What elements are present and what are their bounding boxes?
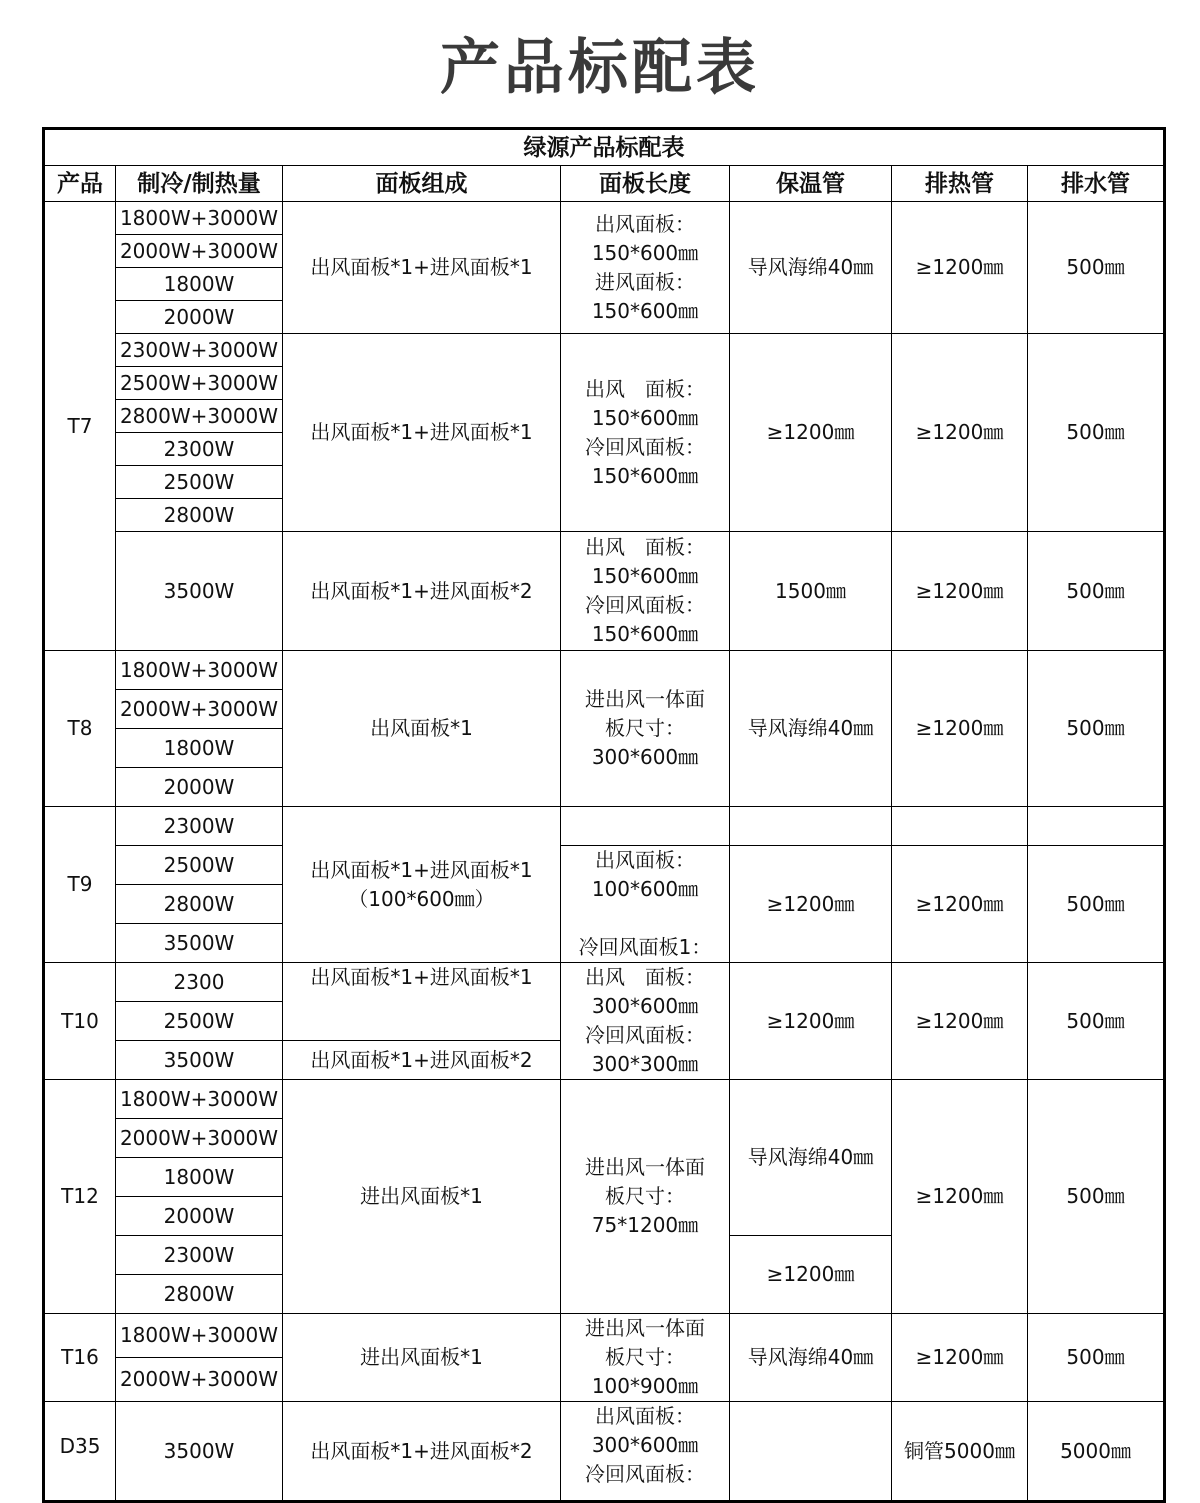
- drain-cell: 500㎜: [1028, 846, 1165, 963]
- drain-cell: 500㎜: [1028, 651, 1165, 807]
- length-cell: 出风 面板： 300*600㎜ 冷回风面板： 300*300㎜: [561, 963, 730, 1080]
- product-cell: T7: [44, 202, 116, 651]
- header-product: 产品: [44, 166, 116, 202]
- power-cell: 1800W+3000W: [116, 651, 283, 690]
- power-cell: 3500W: [116, 1402, 283, 1502]
- table-row: [44, 202, 1165, 235]
- drain-cell: 5000㎜: [1028, 1402, 1165, 1502]
- panel-cell: 出风面板*1+进风面板*1 （100*600㎜）: [283, 807, 561, 963]
- insulation-cell: ≥1200㎜: [730, 1236, 892, 1314]
- empty-cell: [730, 807, 892, 846]
- power-cell: 2000W+3000W: [116, 690, 283, 729]
- heat-pipe-cell: ≥1200㎜: [892, 651, 1028, 807]
- insulation-cell: 导风海绵40㎜: [730, 1314, 892, 1402]
- drain-cell: 500㎜: [1028, 202, 1165, 334]
- panel-cell: 进出风面板*1: [283, 1314, 561, 1402]
- table-caption: 绿源产品标配表: [44, 129, 1165, 166]
- heat-pipe-cell: 铜管5000㎜: [892, 1402, 1028, 1502]
- power-cell: 2300W+3000W: [116, 334, 283, 367]
- length-cell: 出风 面板： 150*600㎜ 冷回风面板： 150*600㎜: [561, 334, 730, 532]
- power-cell: 1800W+3000W: [116, 1080, 283, 1119]
- length-cell: 进出风一体面 板尺寸： 100*900㎜: [561, 1314, 730, 1402]
- table-row: [44, 532, 1165, 651]
- insulation-cell: 1500㎜: [730, 532, 892, 651]
- header-power: 制冷/制热量: [116, 166, 283, 202]
- panel-cell: 出风面板*1+进风面板*2: [283, 1041, 561, 1080]
- table-row: [44, 1402, 1165, 1502]
- header-row: [44, 166, 1165, 202]
- table-row: [44, 807, 1165, 846]
- power-cell: 2300W: [116, 807, 283, 846]
- drain-cell: 500㎜: [1028, 1080, 1165, 1314]
- length-cell: 进出风一体面 板尺寸： 75*1200㎜: [561, 1080, 730, 1314]
- power-cell: 1800W+3000W: [116, 202, 283, 235]
- power-cell: 1800W: [116, 729, 283, 768]
- power-cell: 2000W+3000W: [116, 235, 283, 268]
- product-cell: T16: [44, 1314, 116, 1402]
- panel-cell: 进出风面板*1: [283, 1080, 561, 1314]
- power-cell: 2800W+3000W: [116, 400, 283, 433]
- insulation-cell: ≥1200㎜: [730, 963, 892, 1080]
- length-cell: 出风面板： 150*600㎜ 进风面板： 150*600㎜: [561, 202, 730, 334]
- power-cell: 2800W: [116, 499, 283, 532]
- power-cell: 2800W: [116, 1275, 283, 1314]
- product-cell: T9: [44, 807, 116, 963]
- power-cell: 1800W+3000W: [116, 1314, 283, 1358]
- length-cell: 进出风一体面 板尺寸： 300*600㎜: [561, 651, 730, 807]
- spec-table: [42, 127, 1166, 1503]
- heat-pipe-cell: ≥1200㎜: [892, 202, 1028, 334]
- panel-cell: 出风面板*1: [283, 651, 561, 807]
- power-cell: 2500W: [116, 466, 283, 499]
- panel-cell: 出风面板*1+进风面板*1: [283, 963, 561, 1041]
- power-cell: 1800W: [116, 1158, 283, 1197]
- drain-cell: 500㎜: [1028, 532, 1165, 651]
- power-cell: 2000W+3000W: [116, 1358, 283, 1402]
- power-cell: 2000W: [116, 1197, 283, 1236]
- length-cell: 出风面板： 300*600㎜ 冷回风面板：: [561, 1402, 730, 1502]
- power-cell: 2500W: [116, 1002, 283, 1041]
- empty-cell: [561, 807, 730, 846]
- table-row: [44, 334, 1165, 367]
- insulation-cell: 导风海绵40㎜: [730, 1080, 892, 1236]
- power-cell: 2000W: [116, 768, 283, 807]
- heat-pipe-cell: ≥1200㎜: [892, 334, 1028, 532]
- power-cell: 3500W: [116, 1041, 283, 1080]
- panel-cell: 出风面板*1+进风面板*1: [283, 202, 561, 334]
- product-cell: T8: [44, 651, 116, 807]
- power-cell: 2000W+3000W: [116, 1119, 283, 1158]
- page-title: 产品标配表: [440, 33, 760, 103]
- heat-pipe-cell: ≥1200㎜: [892, 846, 1028, 963]
- power-cell: 2300W: [116, 1236, 283, 1275]
- header-panel: 面板组成: [283, 166, 561, 202]
- header-length: 面板长度: [561, 166, 730, 202]
- insulation-cell: 导风海绵40㎜: [730, 651, 892, 807]
- power-cell: 2300: [116, 963, 283, 1002]
- product-cell: T10: [44, 963, 116, 1080]
- panel-cell: 出风面板*1+进风面板*2: [283, 1402, 561, 1502]
- insulation-cell: 导风海绵40㎜: [730, 202, 892, 334]
- table-row: [44, 846, 1165, 885]
- power-cell: 2000W: [116, 301, 283, 334]
- power-cell: 2500W+3000W: [116, 367, 283, 400]
- insulation-cell: ≥1200㎜: [730, 334, 892, 532]
- heat-pipe-cell: ≥1200㎜: [892, 532, 1028, 651]
- insulation-cell: [730, 1402, 892, 1502]
- drain-cell: 500㎜: [1028, 1314, 1165, 1402]
- header-heat-pipe: 排热管: [892, 166, 1028, 202]
- product-cell: D35: [44, 1402, 116, 1502]
- table-row: [44, 651, 1165, 690]
- power-cell: 2300W: [116, 433, 283, 466]
- drain-cell: 500㎜: [1028, 963, 1165, 1080]
- table-row: [44, 963, 1165, 1002]
- length-cell: 出风面板： 100*600㎜ 冷回风面板1：: [561, 846, 730, 963]
- product-cell: T12: [44, 1080, 116, 1314]
- empty-cell: [1028, 807, 1165, 846]
- empty-cell: [892, 807, 1028, 846]
- drain-cell: 500㎜: [1028, 334, 1165, 532]
- panel-cell: 出风面板*1+进风面板*2: [283, 532, 561, 651]
- power-cell: 3500W: [116, 532, 283, 651]
- header-drain: 排水管: [1028, 166, 1165, 202]
- table-row: [44, 1080, 1165, 1119]
- power-cell: 2500W: [116, 846, 283, 885]
- power-cell: 1800W: [116, 268, 283, 301]
- table-row: [44, 1314, 1165, 1358]
- heat-pipe-cell: ≥1200㎜: [892, 1080, 1028, 1314]
- length-cell: 出风 面板： 150*600㎜ 冷回风面板： 150*600㎜: [561, 532, 730, 651]
- power-cell: 2800W: [116, 885, 283, 924]
- heat-pipe-cell: ≥1200㎜: [892, 963, 1028, 1080]
- heat-pipe-cell: ≥1200㎜: [892, 1314, 1028, 1402]
- header-insulation: 保温管: [730, 166, 892, 202]
- panel-cell: 出风面板*1+进风面板*1: [283, 334, 561, 532]
- insulation-cell: ≥1200㎜: [730, 846, 892, 963]
- power-cell: 3500W: [116, 924, 283, 963]
